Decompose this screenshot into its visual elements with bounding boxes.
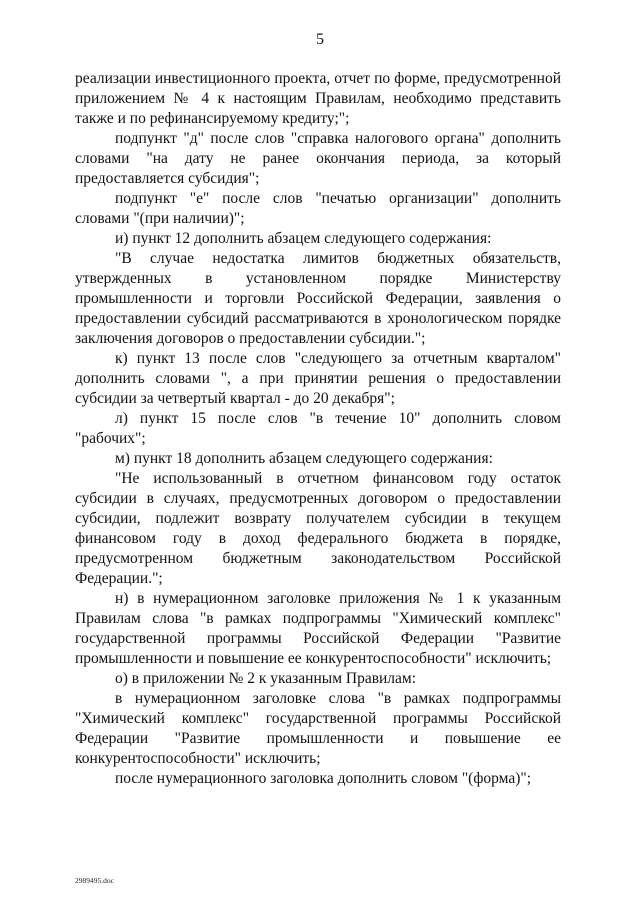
document-paragraph: после нумерационного заголовка дополнить словом "(форма)"; bbox=[115, 770, 532, 787]
document-body bbox=[75, 69, 561, 789]
document-paragraph: "В случае недостатка лимитов бюджетных обязательств, утвержденных в установленном порядке Министерству промышленности и торговли Российской Федерации, заявления о предоставлении субсидий рассматриваются в хронологическом порядке заключения договоров о предоставлении субсидии."; bbox=[75, 250, 561, 347]
document-paragraph: л) пункт 15 после слов "в течение 10" дополнить словом "рабочих"; bbox=[75, 410, 561, 447]
document-paragraph: "Не использованный в отчетном финансовом году остаток субсидии в случаях, предусмотренных договором о предоставлении субсидии, подлежит возврату получателем субсидии в текущем финансовом году в доход федерального бюджета в порядке, предусмотренном бюджетным законодательством Российской Федерации."; bbox=[75, 470, 561, 587]
document-paragraph: м) пункт 18 дополнить абзацем следующего содержания: bbox=[115, 450, 493, 467]
document-paragraph: к) пункт 13 после слов "следующего за отчетным кварталом" дополнить словами ", а при принятии решения о предоставлении субсидии за четвертый квартал - до 20 декабря"; bbox=[75, 350, 561, 407]
document-paragraph: о) в приложении № 2 к указанным Правилам: bbox=[115, 670, 417, 687]
page-number: 5 bbox=[316, 31, 324, 48]
document-paragraph: в нумерационном заголовке слова "в рамках подпрограммы "Химический комплекс" государственной программы Российской Федерации "Развитие промышленности и повышение ее конкурентоспособности" исключить; bbox=[75, 690, 561, 767]
document-paragraph: подпункт "е" после слов "печатью организации" дополнить словами "(при наличии)"; bbox=[75, 190, 561, 227]
document-paragraph: подпункт "д" после слов "справка налогового органа" дополнить словами "на дату не ранее окончания периода, за который предоставляется субсидия"; bbox=[75, 130, 561, 187]
document-file-code: 2989495.doc bbox=[75, 876, 114, 885]
document-paragraph: н) в нумерационном заголовке приложения № 1 к указанным Правилам слова "в рамках подпрограммы "Химический комплекс" государственной программы Российской Федерации "Развитие промышленности и повышение ее конкурентоспособности" исключить; bbox=[75, 590, 561, 667]
document-paragraph: и) пункт 12 дополнить абзацем следующего содержания: bbox=[115, 230, 492, 247]
document-paragraph: реализации инвестиционного проекта, отчет по форме, предусмотренной приложением № 4 к настоящим Правилам, необходимо представить также и по рефинансируемому кредиту;"; bbox=[75, 70, 561, 127]
